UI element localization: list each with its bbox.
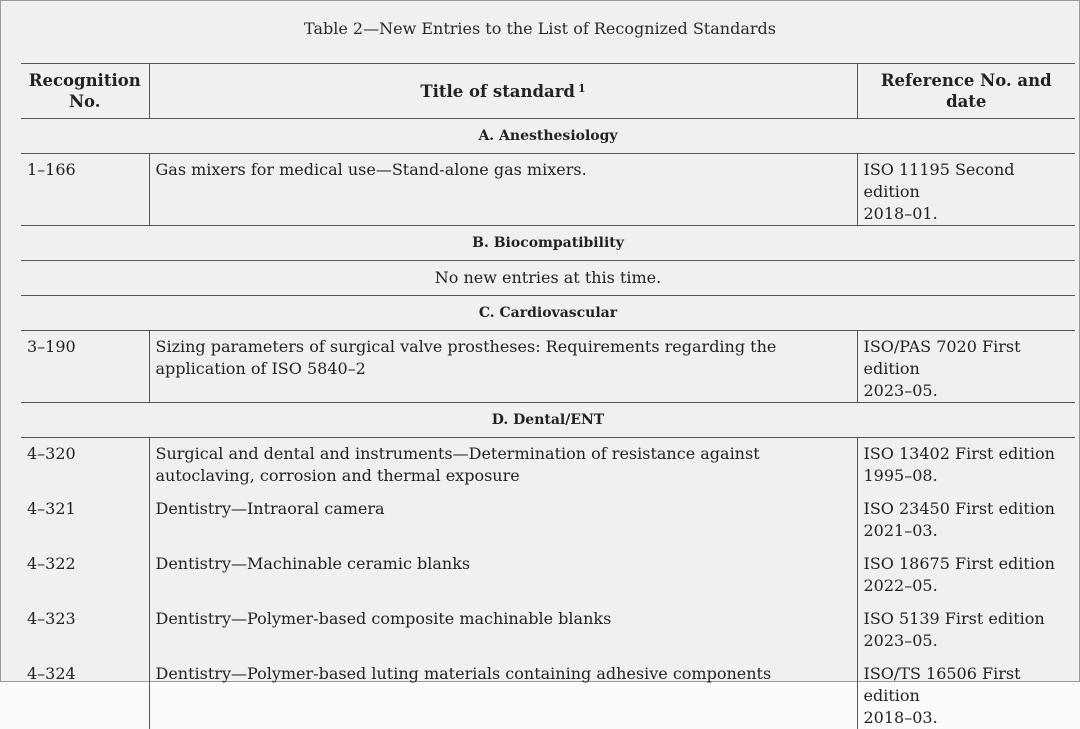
reference-no: ISO/TS 16506 First edition [863, 664, 1021, 705]
reference-no-date [857, 548, 1075, 603]
reference-date: 2021–03. [863, 521, 938, 540]
section-heading: B. Biocompatibility [21, 226, 1075, 261]
standard-title: Dentistry—Machinable ceramic blanks [149, 548, 857, 603]
header-title-label: Title of standard [420, 81, 575, 101]
no-entries-row [21, 261, 1075, 296]
header-recognition-line2: No. [68, 92, 101, 111]
table-row [21, 493, 1075, 548]
reference-no-date [857, 154, 1075, 226]
section-row-cardiovascular [21, 296, 1075, 331]
recognition-no: 1–166 [21, 154, 149, 226]
recognition-no: 4–322 [27, 554, 76, 573]
reference-no: ISO 13402 First edition [863, 444, 1055, 463]
reference-date: 2023–05. [863, 631, 938, 650]
reference-no-date [857, 331, 1075, 403]
table-row [21, 154, 1075, 226]
table-row [21, 658, 1075, 729]
section-heading: C. Cardiovascular [21, 296, 1075, 331]
header-row [21, 64, 1075, 119]
standard-title: Dentistry—Intraoral camera [149, 493, 857, 548]
section-row-biocompatibility [21, 226, 1075, 261]
table-row [21, 603, 1075, 658]
reference-no-date [857, 493, 1075, 548]
section-row-dental-ent [21, 403, 1075, 438]
standards-table [21, 63, 1075, 729]
header-reference: Reference No. and date [857, 64, 1075, 119]
header-recognition-no [21, 64, 149, 119]
standard-title: Dentistry—Polymer-based luting materials containing adhesive components [149, 658, 857, 729]
reference-date: 2023–05. [863, 381, 938, 400]
recognition-no: 4–320 [27, 444, 76, 463]
standard-title: Dentistry—Polymer-based composite machinable blanks [149, 603, 857, 658]
reference-date: 2022–05. [863, 576, 938, 595]
section-heading: A. Anesthesiology [21, 119, 1075, 154]
table-row [21, 438, 1075, 494]
reference-date: 2018–03. [863, 708, 938, 727]
recognition-no: 4–324 [27, 664, 76, 683]
standard-title: Surgical and dental and instruments—Determination of resistance against autoclaving, corrosion and thermal exposure [149, 438, 857, 494]
reference-no-date [857, 438, 1075, 494]
section-heading: D. Dental/ENT [21, 403, 1075, 438]
reference-no: ISO 11195 Second edition [863, 160, 1015, 201]
table-row [21, 548, 1075, 603]
reference-date: 2018–01. [863, 204, 938, 223]
recognition-no: 4–321 [27, 499, 76, 518]
reference-no: ISO 5139 First edition [863, 609, 1045, 628]
reference-no-date [857, 658, 1075, 729]
reference-no-date [857, 603, 1075, 658]
reference-date: 1995–08. [863, 466, 938, 485]
header-title [149, 64, 857, 119]
section-row-anesthesiology [21, 119, 1075, 154]
reference-no: ISO/PAS 7020 First edition [863, 337, 1021, 378]
header-recognition-line1: Recognition [28, 71, 141, 90]
standard-title: Gas mixers for medical use—Stand-alone gas mixers. [149, 154, 857, 226]
recognition-no: 4–323 [27, 609, 76, 628]
no-entries-note: No new entries at this time. [21, 261, 1075, 296]
table-caption: Table 2—New Entries to the List of Recognized Standards [304, 19, 776, 38]
reference-no: ISO 23450 First edition [863, 499, 1055, 518]
reference-no: ISO 18675 First edition [863, 554, 1055, 573]
recognition-no: 3–190 [21, 331, 149, 403]
standard-title: Sizing parameters of surgical valve prostheses: Requirements regarding the application of ISO 5840–2 [149, 331, 857, 403]
footnote-marker: 1 [577, 81, 586, 95]
table-row [21, 331, 1075, 403]
